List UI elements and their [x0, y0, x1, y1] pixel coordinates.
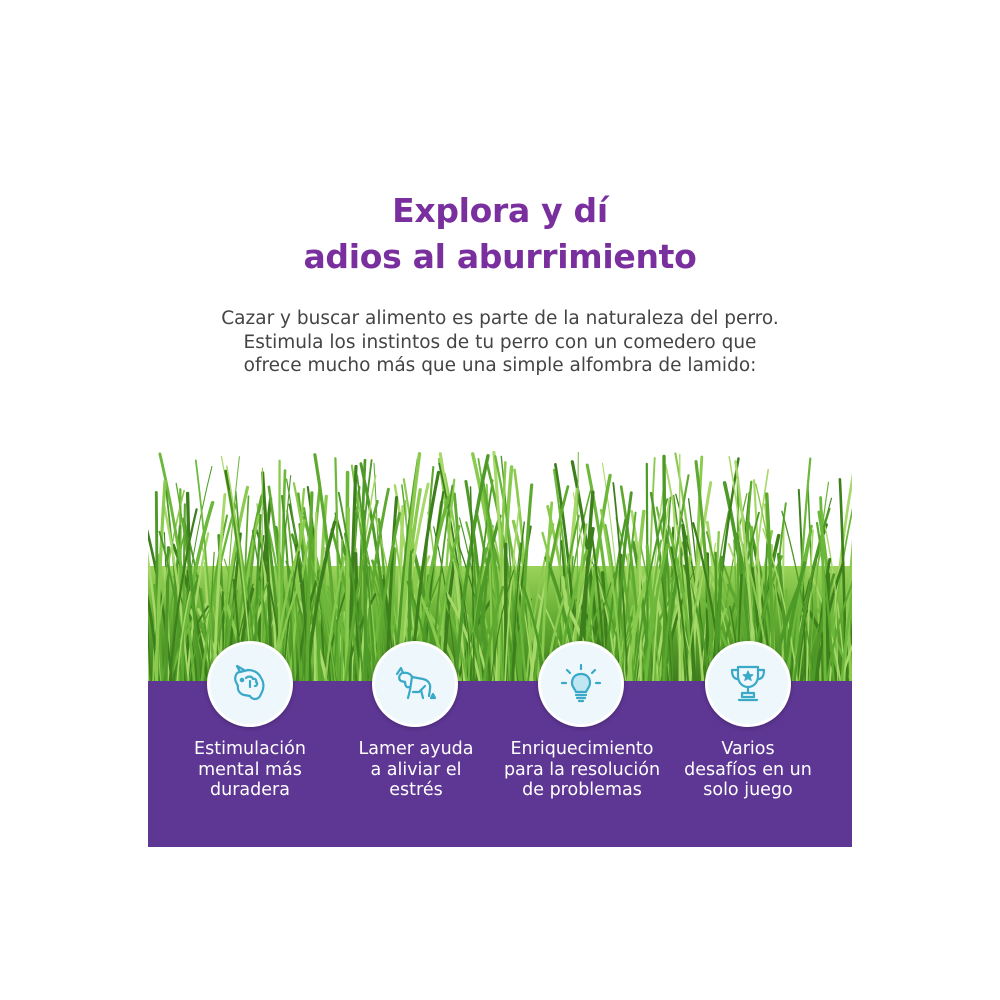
feature-label: Estimulación mental más duradera	[194, 739, 306, 800]
intro-paragraph: Cazar y buscar alimento es parte de la naturaleza del perro. Estimula los instintos de tu perro con un comedero que ofrece mucho más que una simple alfombra de lamido:	[221, 308, 779, 376]
headline-line-1: Explora y dí	[392, 191, 608, 230]
feature-badge	[538, 641, 624, 727]
feature-label: Varios desafíos en un solo juego	[684, 739, 812, 800]
grass-blade	[827, 574, 828, 682]
feature-badge	[207, 641, 293, 727]
trophy-icon	[726, 662, 770, 706]
dog-head-brain-icon	[228, 662, 272, 706]
headline-line-2: adios al aburrimiento	[303, 237, 697, 276]
feature-label: Lamer ayuda a aliviar el estrés	[358, 739, 474, 800]
lightbulb-icon	[559, 662, 603, 706]
feature-badge	[372, 641, 458, 727]
feature-badge	[705, 641, 791, 727]
dog-licking-icon	[393, 662, 437, 706]
features-panel	[148, 446, 852, 847]
headline	[0, 188, 1000, 280]
feature-label: Enriquecimiento para la resolución de problemas	[503, 739, 661, 800]
